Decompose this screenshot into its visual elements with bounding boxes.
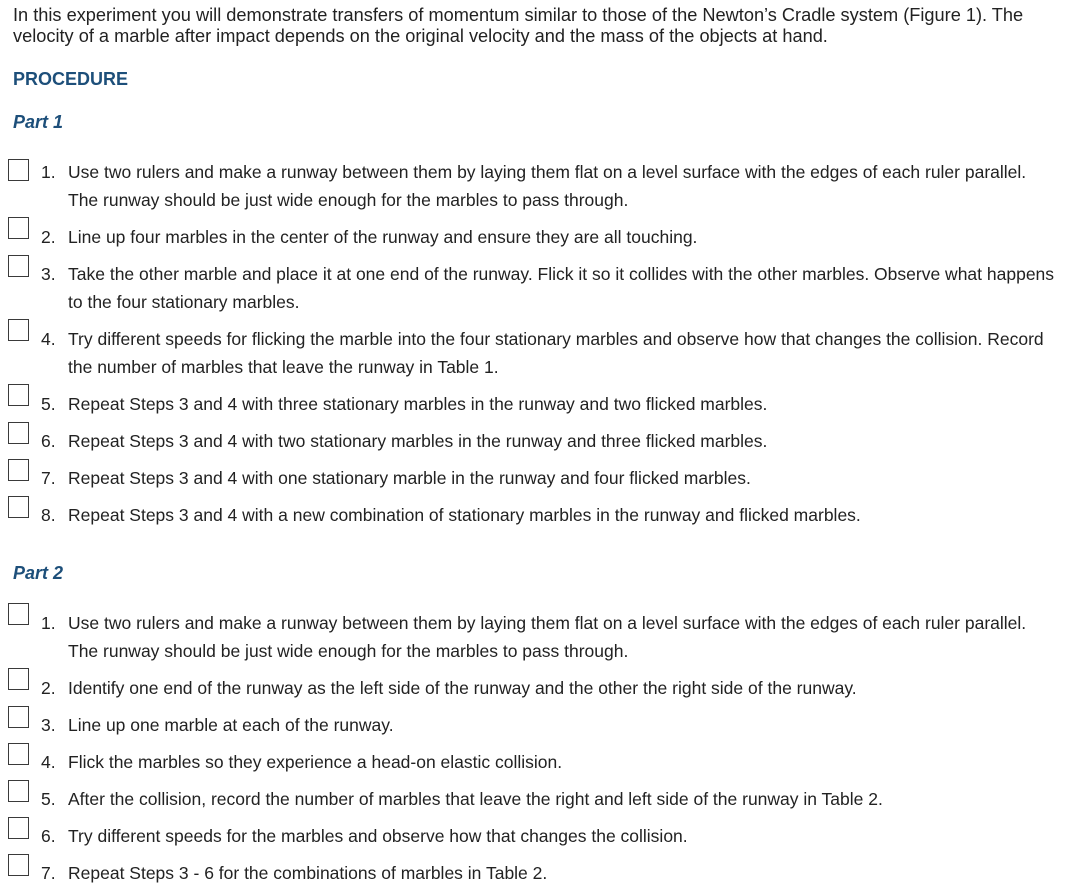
step-text: Take the other marble and place it at one end of the runway. Flick it so it collides with the other marbles. Observe what happens to the four stationary marbles.: [68, 264, 1055, 312]
step-checkbox[interactable]: [8, 217, 29, 239]
step-number: 5.: [41, 789, 56, 809]
step-number: 6.: [41, 826, 56, 846]
step-checkbox[interactable]: [8, 159, 29, 181]
step-text: Line up four marbles in the center of the runway and ensure they are all touching.: [68, 227, 698, 247]
step-number: 7.: [41, 863, 56, 883]
step-text: Use two rulers and make a runway between them by laying them flat on a level surface with the edges of each ruler parallel. The runway should be just wide enough for the marbles to pass through.: [68, 613, 1027, 661]
step-number: 2.: [41, 227, 56, 247]
step-text: Repeat Steps 3 and 4 with one stationary marble in the runway and four flicked marbles.: [68, 468, 751, 488]
step-checkbox[interactable]: [8, 496, 29, 518]
step-text: Repeat Steps 3 and 4 with three stationary marbles in the runway and two flicked marbles.: [68, 394, 768, 414]
step-number: 5.: [41, 394, 56, 414]
step-checkbox[interactable]: [8, 817, 29, 839]
step-checkbox[interactable]: [8, 255, 29, 277]
step-checkbox[interactable]: [8, 668, 29, 690]
step-text: Try different speeds for the marbles and observe how that changes the collision.: [68, 826, 688, 846]
step-number: 2.: [41, 678, 56, 698]
step-text: Try different speeds for flicking the marble into the four stationary marbles and observe how that changes the collision. Record the number of marbles that leave the runway in Table 1.: [68, 329, 1044, 377]
step-number: 3.: [41, 264, 56, 284]
step-text: Repeat Steps 3 and 4 with a new combination of stationary marbles in the runway and flicked marbles.: [68, 505, 861, 525]
step-number: 4.: [41, 329, 56, 349]
step-text: Flick the marbles so they experience a head-on elastic collision.: [68, 752, 563, 772]
step-text: Repeat Steps 3 and 4 with two stationary marbles in the runway and three flicked marbles.: [68, 431, 768, 451]
step-number: 8.: [41, 505, 56, 525]
part-2-title: Part 2: [13, 563, 64, 583]
step-number: 7.: [41, 468, 56, 488]
step-checkbox[interactable]: [8, 603, 29, 625]
step-number: 1.: [41, 613, 56, 633]
step-number: 1.: [41, 162, 56, 182]
intro-paragraph: In this experiment you will demonstrate transfers of momentum similar to those of the Newton’s Cradle system (Figure 1). The velocity of a marble after impact depends on the original velocity and the mass of the objects at hand.: [13, 5, 1024, 46]
step-text: Identify one end of the runway as the left side of the runway and the other the right side of the runway.: [68, 678, 857, 698]
step-checkbox[interactable]: [8, 743, 29, 765]
step-number: 3.: [41, 715, 56, 735]
step-number: 4.: [41, 752, 56, 772]
step-checkbox[interactable]: [8, 384, 29, 406]
step-text: Repeat Steps 3 - 6 for the combinations of marbles in Table 2.: [68, 863, 548, 883]
step-checkbox[interactable]: [8, 780, 29, 802]
procedure-heading: PROCEDURE: [13, 69, 129, 89]
step-checkbox[interactable]: [8, 854, 29, 876]
step-text: Line up one marble at each of the runway.: [68, 715, 394, 735]
step-number: 6.: [41, 431, 56, 451]
step-checkbox[interactable]: [8, 422, 29, 444]
part-1-title: Part 1: [13, 112, 64, 132]
step-text: Use two rulers and make a runway between them by laying them flat on a level surface with the edges of each ruler parallel. The runway should be just wide enough for the marbles to pass through.: [68, 162, 1027, 210]
step-checkbox[interactable]: [8, 706, 29, 728]
step-checkbox[interactable]: [8, 319, 29, 341]
step-checkbox[interactable]: [8, 459, 29, 481]
step-text: After the collision, record the number of marbles that leave the right and left side of the runway in Table 2.: [68, 789, 883, 809]
